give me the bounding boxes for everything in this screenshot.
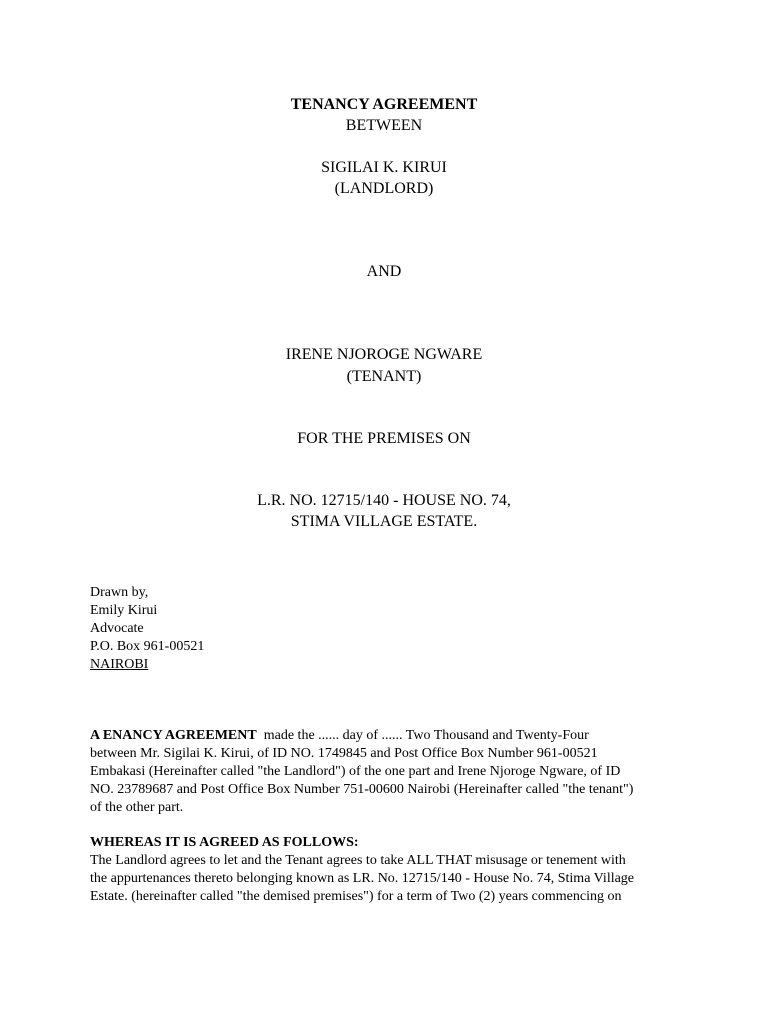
agreement-line-4: NO. 23789687 and Post Office Box Number 751-00600 Nairobi (Hereinafter called "the tenant") xyxy=(90,782,634,797)
drawn-by-block xyxy=(90,584,204,674)
drawn-by-city: NAIROBI xyxy=(90,657,149,672)
agreement-line-5: of the other part. xyxy=(90,800,184,815)
agreement-line-1-rest: made the ...... day of ...... Two Thousand and Twenty-Four xyxy=(256,728,589,743)
agreement-paragraph xyxy=(90,727,690,817)
drawn-by-name: Emily Kirui xyxy=(90,603,158,618)
and-label: AND xyxy=(366,263,402,280)
agreement-lead: A ENANCY AGREEMENT xyxy=(90,728,257,743)
whereas-heading: WHEREAS IT IS AGREED AS FOLLOWS: xyxy=(90,835,359,850)
between-label: BETWEEN xyxy=(345,117,423,134)
drawn-by-title: Advocate xyxy=(90,621,144,636)
whereas-line-3: Estate. (hereinafter called "the demised premises") for a term of Two (2) years commencing on xyxy=(90,889,622,904)
agreement-line-3: Embakasi (Hereinafter called "the Landlord") of the one part and Irene Njoroge Ngware, of ID xyxy=(90,764,621,779)
agreement-line-2: between Mr. Sigilai K. Kirui, of ID NO. 1749845 and Post Office Box Number 961-00521 xyxy=(90,746,598,761)
landlord-name: SIGILAI K. KIRUI xyxy=(321,159,447,176)
drawn-by-address: P.O. Box 961-00521 xyxy=(90,639,205,654)
agreement-line-1 xyxy=(90,727,690,745)
landlord-role: (LANDLORD) xyxy=(334,180,434,197)
tenant-name: IRENE NJOROGE NGWARE xyxy=(285,346,483,363)
whereas-section xyxy=(90,834,690,906)
premises-address-line2: STIMA VILLAGE ESTATE. xyxy=(290,513,478,530)
drawn-by-label: Drawn by, xyxy=(90,585,149,600)
document-title: TENANCY AGREEMENT xyxy=(290,96,478,113)
tenant-role: (TENANT) xyxy=(346,368,422,385)
whereas-line-1: The Landlord agrees to let and the Tenant agrees to take ALL THAT misusage or tenement with xyxy=(90,853,626,868)
premises-intro: FOR THE PREMISES ON xyxy=(297,430,471,447)
premises-address-line1: L.R. NO. 12715/140 - HOUSE NO. 74, xyxy=(257,492,511,509)
whereas-line-2: the appurtenances thereto belonging known as LR. No. 12715/140 - House No. 74, Stima Village xyxy=(90,871,635,886)
